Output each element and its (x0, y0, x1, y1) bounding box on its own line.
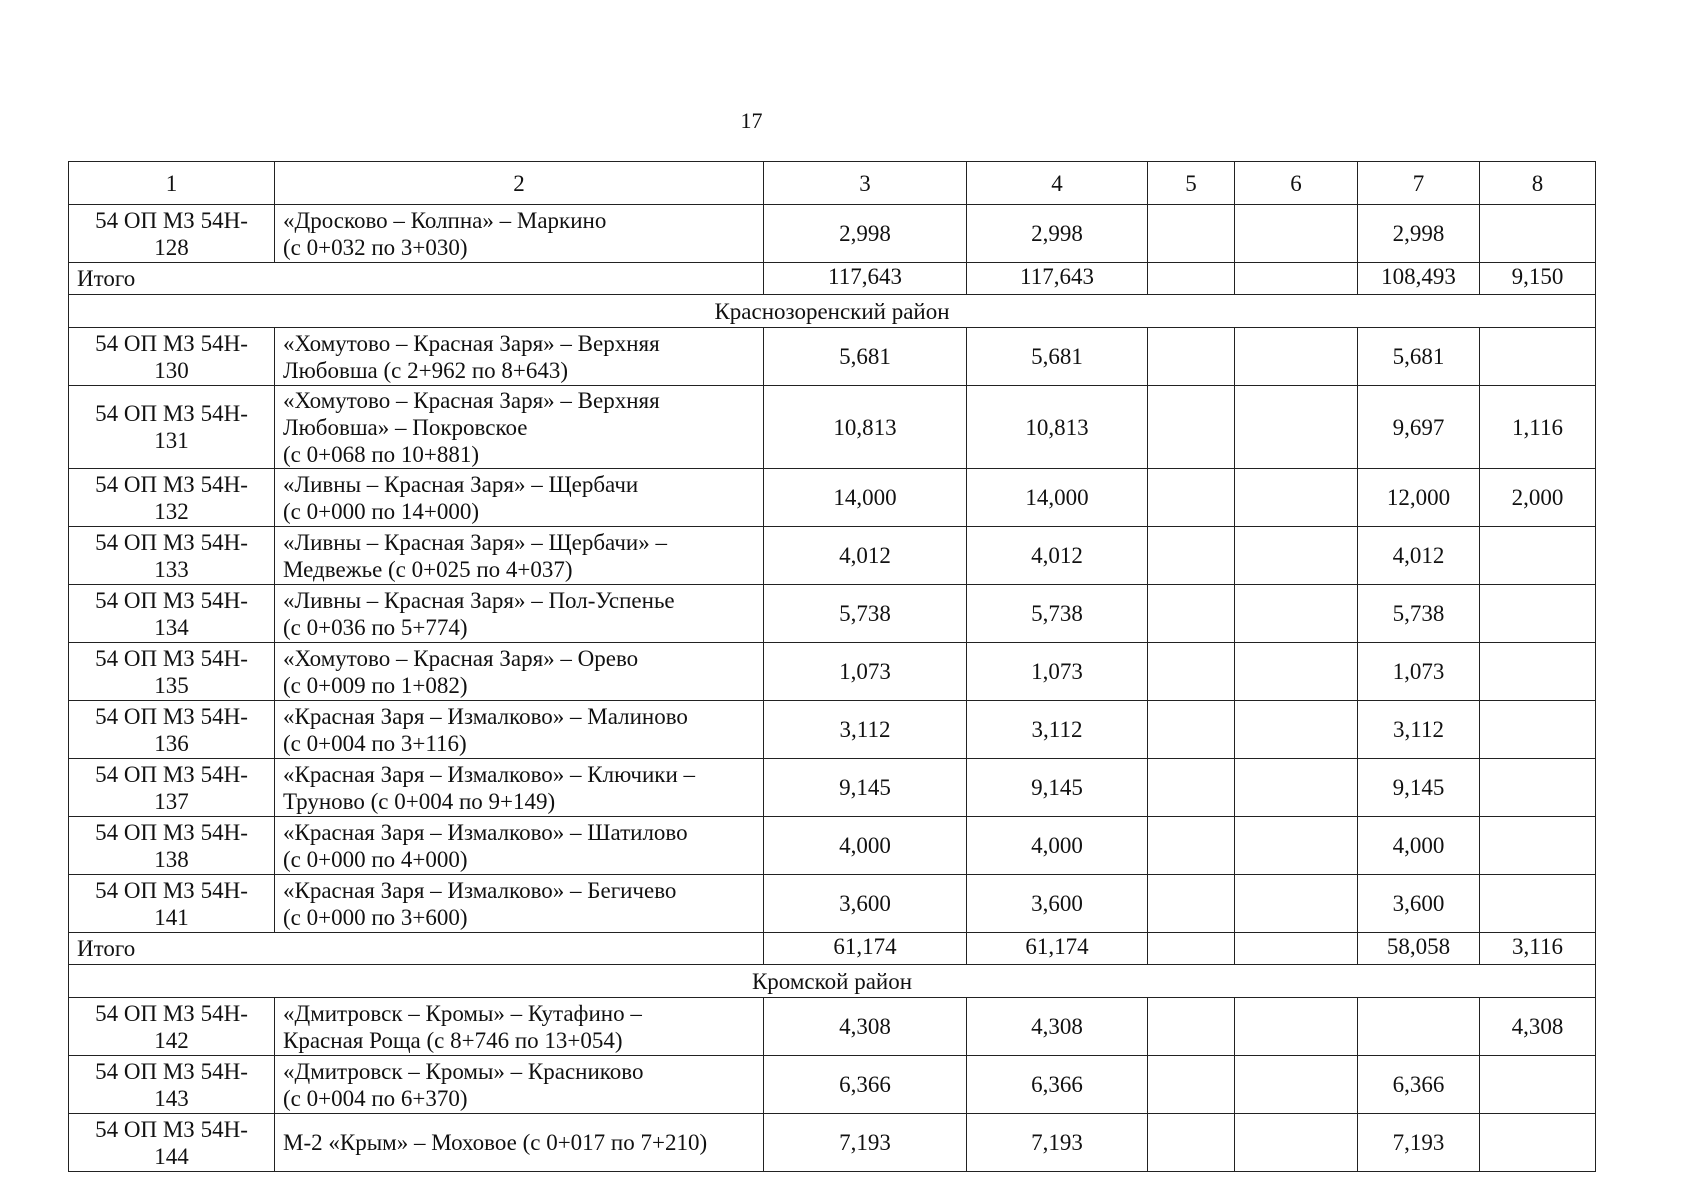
cell-line: М-2 «Крым» – Моховое (с 0+017 по 7+210) (283, 1130, 708, 1155)
total-value-c5 (1148, 263, 1235, 295)
value-cell-c8 (1480, 1056, 1596, 1114)
cell-line: 137 (154, 788, 189, 814)
cell-line: 54 ОП МЗ 54Н- (95, 1000, 248, 1026)
total-value-c8: 3,116 (1480, 933, 1596, 965)
value-cell-c3: 9,145 (764, 759, 967, 817)
cell-line: 54 ОП МЗ 54Н- (95, 471, 248, 497)
road-row (69, 328, 1596, 386)
road-name-cell (275, 469, 764, 527)
road-name-cell (275, 643, 764, 701)
cell-line: «Ливны – Красная Заря» – Пол-Успенье (283, 587, 675, 613)
cell-line: 133 (154, 556, 189, 582)
value-cell-c5 (1148, 205, 1235, 263)
cell-line: (с 0+000 по 14+000) (283, 498, 480, 524)
cell-line: (с 0+004 по 3+116) (283, 730, 467, 756)
road-name-cell (275, 585, 764, 643)
road-id-cell (69, 759, 275, 817)
cell-line: 136 (154, 730, 189, 756)
value-cell-c7: 7,193 (1358, 1114, 1480, 1172)
cell-line: 131 (154, 428, 189, 453)
road-id-cell (69, 701, 275, 759)
value-cell-c4: 3,112 (967, 701, 1148, 759)
cell-line: (с 0+000 по 3+600) (283, 904, 468, 930)
road-id-cell (69, 386, 275, 469)
total-value-c7: 108,493 (1358, 263, 1480, 295)
cell-line: (с 0+004 по 6+370) (283, 1085, 468, 1111)
header-cell: 8 (1480, 162, 1596, 205)
road-row (69, 585, 1596, 643)
value-cell-c6 (1235, 759, 1358, 817)
cell-line: Медвежье (с 0+025 по 4+037) (283, 556, 573, 582)
road-row (69, 386, 1596, 469)
value-cell-c4: 10,813 (967, 386, 1148, 469)
value-cell-c6 (1235, 585, 1358, 643)
value-cell-c5 (1148, 875, 1235, 933)
value-cell-c6 (1235, 817, 1358, 875)
road-row (69, 759, 1596, 817)
value-cell-c7: 1,073 (1358, 643, 1480, 701)
total-row (69, 933, 1596, 965)
road-id-cell (69, 205, 275, 263)
value-cell-c4: 3,600 (967, 875, 1148, 933)
road-name-cell (275, 328, 764, 386)
road-id-cell (69, 998, 275, 1056)
value-cell-c6 (1235, 1056, 1358, 1114)
value-cell-c8 (1480, 701, 1596, 759)
cell-line: «Хомутово – Красная Заря» – Верхняя (283, 387, 660, 413)
cell-line: 138 (154, 846, 189, 872)
cell-line: 130 (154, 357, 189, 383)
road-name-cell (275, 759, 764, 817)
value-cell-c5 (1148, 328, 1235, 386)
cell-line: «Хомутово – Красная Заря» – Орево (283, 645, 639, 671)
value-cell-c5 (1148, 585, 1235, 643)
cell-line: 134 (154, 614, 189, 640)
value-cell-c4: 2,998 (967, 205, 1148, 263)
roads-table (68, 161, 1596, 1172)
value-cell-c5 (1148, 1056, 1235, 1114)
cell-line: «Дмитровск – Кромы» – Красниково (283, 1058, 644, 1084)
value-cell-c4: 6,366 (967, 1056, 1148, 1114)
cell-line: Любовша» – Покровское (283, 414, 528, 440)
total-value-c3: 61,174 (764, 933, 967, 965)
total-value-c7: 58,058 (1358, 933, 1480, 965)
value-cell-c3: 10,813 (764, 386, 967, 469)
road-name-cell (275, 205, 764, 263)
value-cell-c8 (1480, 328, 1596, 386)
cell-line: «Дросково – Колпна» – Маркино (283, 207, 607, 233)
cell-line: 141 (154, 904, 189, 930)
value-cell-c3: 2,998 (764, 205, 967, 263)
road-name-cell (275, 1114, 764, 1172)
cell-line: (с 0+009 по 1+082) (283, 672, 468, 698)
cell-line: «Красная Заря – Измалково» – Малиново (283, 703, 688, 729)
district-name: Краснозоренский район (69, 295, 1596, 328)
cell-line: 54 ОП МЗ 54Н- (95, 1116, 248, 1142)
header-cell: 6 (1235, 162, 1358, 205)
cell-line: (с 0+032 по 3+030) (283, 234, 468, 260)
total-value-c4: 117,643 (967, 263, 1148, 295)
value-cell-c6 (1235, 643, 1358, 701)
value-cell-c8 (1480, 205, 1596, 263)
total-row (69, 263, 1596, 295)
total-value-c8: 9,150 (1480, 263, 1596, 295)
cell-line: 54 ОП МЗ 54Н- (95, 207, 248, 233)
road-name-cell (275, 817, 764, 875)
cell-line: 54 ОП МЗ 54Н- (95, 703, 248, 729)
cell-line: 54 ОП МЗ 54Н- (95, 330, 248, 356)
road-row (69, 1114, 1596, 1172)
cell-line: 132 (154, 498, 189, 524)
total-value-c3: 117,643 (764, 263, 967, 295)
cell-line: Любовша (с 2+962 по 8+643) (283, 357, 569, 383)
value-cell-c8 (1480, 875, 1596, 933)
road-name-cell (275, 1056, 764, 1114)
value-cell-c3: 14,000 (764, 469, 967, 527)
header-cell: 4 (967, 162, 1148, 205)
district-name: Кромской район (69, 965, 1596, 998)
road-id-cell (69, 585, 275, 643)
road-id-cell (69, 469, 275, 527)
road-row (69, 527, 1596, 585)
value-cell-c5 (1148, 701, 1235, 759)
road-row (69, 643, 1596, 701)
value-cell-c5 (1148, 817, 1235, 875)
total-value-c5 (1148, 933, 1235, 965)
value-cell-c4: 14,000 (967, 469, 1148, 527)
cell-line: 54 ОП МЗ 54Н- (95, 587, 248, 613)
total-value-c6 (1235, 263, 1358, 295)
district-heading-row (69, 295, 1596, 328)
column-number-header-row (69, 162, 1596, 205)
value-cell-c3: 6,366 (764, 1056, 967, 1114)
cell-line: 54 ОП МЗ 54Н- (95, 761, 248, 787)
total-value-c6 (1235, 933, 1358, 965)
cell-line: 54 ОП МЗ 54Н- (95, 529, 248, 555)
value-cell-c7 (1358, 998, 1480, 1056)
table-body (69, 162, 1596, 1172)
road-name-cell (275, 875, 764, 933)
road-id-cell (69, 328, 275, 386)
road-id-cell (69, 1056, 275, 1114)
value-cell-c3: 4,012 (764, 527, 967, 585)
road-name-cell (275, 998, 764, 1056)
total-value-c4: 61,174 (967, 933, 1148, 965)
value-cell-c6 (1235, 875, 1358, 933)
value-cell-c6 (1235, 386, 1358, 469)
cell-line: Красная Роща (с 8+746 по 13+054) (283, 1027, 623, 1053)
cell-line: 54 ОП МЗ 54Н- (95, 877, 248, 903)
value-cell-c6 (1235, 701, 1358, 759)
value-cell-c7: 12,000 (1358, 469, 1480, 527)
value-cell-c8 (1480, 585, 1596, 643)
road-name-cell (275, 701, 764, 759)
value-cell-c7: 2,998 (1358, 205, 1480, 263)
value-cell-c5 (1148, 1114, 1235, 1172)
value-cell-c6 (1235, 998, 1358, 1056)
value-cell-c8: 4,308 (1480, 998, 1596, 1056)
value-cell-c6 (1235, 328, 1358, 386)
value-cell-c6 (1235, 469, 1358, 527)
cell-line: 135 (154, 672, 189, 698)
value-cell-c4: 7,193 (967, 1114, 1148, 1172)
value-cell-c8 (1480, 817, 1596, 875)
cell-line: «Ливны – Красная Заря» – Щербачи (283, 471, 639, 497)
value-cell-c6 (1235, 527, 1358, 585)
cell-line: «Ливны – Красная Заря» – Щербачи» – (283, 529, 667, 555)
header-cell: 1 (69, 162, 275, 205)
cell-line: «Красная Заря – Измалково» – Бегичево (283, 877, 677, 903)
value-cell-c5 (1148, 527, 1235, 585)
road-row (69, 817, 1596, 875)
total-label: Итого (69, 263, 764, 295)
road-id-cell (69, 643, 275, 701)
cell-line: (с 0+000 по 4+000) (283, 846, 468, 872)
cell-line: 54 ОП МЗ 54Н- (95, 645, 248, 671)
value-cell-c7: 9,697 (1358, 386, 1480, 469)
cell-line: 54 ОП МЗ 54Н- (95, 1058, 248, 1084)
cell-line: «Красная Заря – Измалково» – Шатилово (283, 819, 688, 845)
value-cell-c7: 4,000 (1358, 817, 1480, 875)
cell-line: «Красная Заря – Измалково» – Ключики – (283, 761, 696, 787)
value-cell-c7: 4,012 (1358, 527, 1480, 585)
value-cell-c7: 3,112 (1358, 701, 1480, 759)
cell-line: «Дмитровск – Кромы» – Кутафино – (283, 1000, 642, 1026)
cell-line: Труново (с 0+004 по 9+149) (283, 788, 556, 814)
road-name-cell (275, 527, 764, 585)
cell-line: (с 0+036 по 5+774) (283, 614, 468, 640)
header-cell: 7 (1358, 162, 1480, 205)
value-cell-c5 (1148, 759, 1235, 817)
value-cell-c7: 5,681 (1358, 328, 1480, 386)
header-cell: 2 (275, 162, 764, 205)
value-cell-c4: 4,000 (967, 817, 1148, 875)
value-cell-c7: 9,145 (1358, 759, 1480, 817)
value-cell-c7: 6,366 (1358, 1056, 1480, 1114)
value-cell-c8: 2,000 (1480, 469, 1596, 527)
district-heading-row (69, 965, 1596, 998)
value-cell-c7: 5,738 (1358, 585, 1480, 643)
value-cell-c4: 1,073 (967, 643, 1148, 701)
value-cell-c8 (1480, 527, 1596, 585)
road-row (69, 205, 1596, 263)
value-cell-c5 (1148, 998, 1235, 1056)
value-cell-c5 (1148, 643, 1235, 701)
value-cell-c8 (1480, 643, 1596, 701)
road-id-cell (69, 1114, 275, 1172)
value-cell-c4: 5,681 (967, 328, 1148, 386)
value-cell-c8 (1480, 1114, 1596, 1172)
road-id-cell (69, 527, 275, 585)
value-cell-c4: 5,738 (967, 585, 1148, 643)
value-cell-c4: 4,012 (967, 527, 1148, 585)
value-cell-c5 (1148, 386, 1235, 469)
value-cell-c3: 3,112 (764, 701, 967, 759)
page-number: 17 (740, 108, 763, 133)
value-cell-c8: 1,116 (1480, 386, 1596, 469)
road-id-cell (69, 817, 275, 875)
header-cell: 5 (1148, 162, 1235, 205)
cell-line: 144 (154, 1143, 189, 1169)
value-cell-c3: 7,193 (764, 1114, 967, 1172)
value-cell-c7: 3,600 (1358, 875, 1480, 933)
value-cell-c4: 9,145 (967, 759, 1148, 817)
road-row (69, 875, 1596, 933)
value-cell-c3: 3,600 (764, 875, 967, 933)
road-row (69, 701, 1596, 759)
cell-line: 143 (154, 1085, 189, 1111)
value-cell-c3: 4,000 (764, 817, 967, 875)
cell-line: 54 ОП МЗ 54Н- (95, 401, 248, 426)
cell-line: «Хомутово – Красная Заря» – Верхняя (283, 330, 660, 356)
value-cell-c6 (1235, 205, 1358, 263)
road-row (69, 998, 1596, 1056)
value-cell-c3: 1,073 (764, 643, 967, 701)
road-row (69, 469, 1596, 527)
road-name-cell (275, 386, 764, 469)
value-cell-c3: 5,681 (764, 328, 967, 386)
cell-line: 54 ОП МЗ 54Н- (95, 819, 248, 845)
header-cell: 3 (764, 162, 967, 205)
value-cell-c8 (1480, 759, 1596, 817)
total-label: Итого (69, 933, 764, 965)
value-cell-c5 (1148, 469, 1235, 527)
cell-line: 128 (154, 234, 189, 260)
value-cell-c3: 4,308 (764, 998, 967, 1056)
value-cell-c4: 4,308 (967, 998, 1148, 1056)
value-cell-c6 (1235, 1114, 1358, 1172)
cell-line: (с 0+068 по 10+881) (283, 441, 480, 467)
cell-line: 142 (154, 1027, 189, 1053)
road-id-cell (69, 875, 275, 933)
value-cell-c3: 5,738 (764, 585, 967, 643)
road-row (69, 1056, 1596, 1114)
